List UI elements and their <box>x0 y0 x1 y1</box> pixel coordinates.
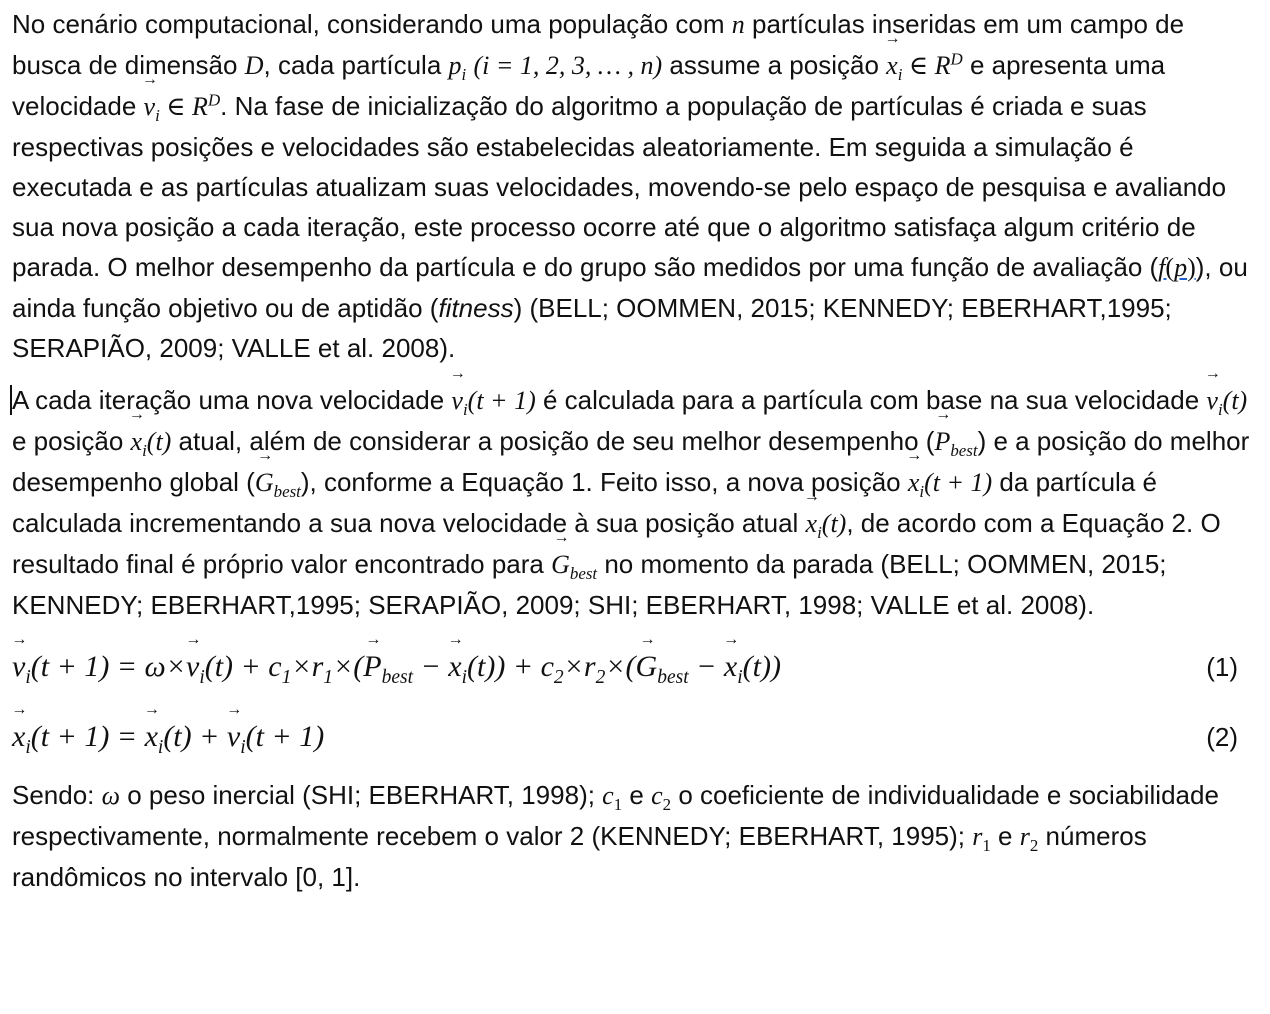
paragraph-velocity-update <box>12 380 1256 625</box>
math-c1: $c_1$ <box>602 781 623 815</box>
text-run: ), conforme a Equação 1. Feito isso, a nova posição <box>300 467 908 497</box>
math-position-in-RD: → $x_i$ ∈ $R^D$ <box>886 51 963 80</box>
text-run: A cada iteração uma nova velocidade <box>12 385 452 415</box>
text-run: atual, além de considerar a posição de seu melhor desempenho ( <box>171 426 935 456</box>
text-run: , de acordo com a Equação 2. O resultado final é próprio valor encontrado para <box>12 508 1221 579</box>
math-omega: ω <box>101 781 120 810</box>
text-run: o coeficiente de individualidade e sociabilidade respectivamente, normalmente recebem o valor 2 (KENNEDY; EBERHART, 1995); <box>12 780 1219 851</box>
math-index-range: (i = 1, 2, 3, … , n) <box>473 51 663 80</box>
paragraph-variable-definitions <box>12 775 1256 897</box>
text-run: o peso inercial (SHI; EBERHART, 1998); <box>120 780 603 810</box>
paragraph-spacer <box>12 765 1256 775</box>
text-run: . Na fase de inicialização do algoritmo a população de partículas é criada e suas respectivas posições e velocidades são estabelecidas aleatoriamente. Em seguida a simulação é executada e as partículas atualizam suas velocidades, movendo-se pelo espaço de pesquisa e avaliando sua nova posição a cada iteração, este processo ocorre até que o algoritmo satisfaça algum critério de parada. O melhor desempenho da partícula e do grupo são medidos por uma função de avaliação ( <box>12 91 1227 282</box>
equation-2-number: (2) <box>1206 722 1238 752</box>
math-particle-p-i: $p_i$ <box>448 51 467 85</box>
math-P-best: → $P_{best}$ <box>934 427 977 456</box>
math-velocity-in-RD: → $v_i$ ∈ $R^D$ <box>144 92 221 121</box>
paragraph-pso-intro <box>12 4 1256 368</box>
text-run: assume a posição <box>662 50 887 80</box>
math-r2: $r_2$ <box>1019 822 1039 856</box>
text-run: da partícula é calculada incrementando a sua nova velocidade à sua posição atual <box>12 467 1157 538</box>
text-run: Sendo: <box>12 780 102 810</box>
math-v-i-t: → $v_i(t)$ <box>1206 386 1247 415</box>
equation-2-row <box>12 709 1256 765</box>
fitness-term: fitness <box>438 293 514 323</box>
math-c2: $c_2$ <box>651 781 672 815</box>
text-run: , cada partícula <box>263 50 449 80</box>
text-run: é calculada para a partícula com base na sua velocidade <box>535 385 1207 415</box>
text-run: e <box>990 821 1020 851</box>
equation-1-number: (1) <box>1206 652 1238 682</box>
math-dimension-D: D <box>244 51 264 80</box>
math-n: n <box>731 10 745 39</box>
math-G-best: → $G_{best}$ <box>551 550 597 579</box>
equation-1-row <box>12 639 1256 695</box>
math-v-i-t-plus-1: → $v_i(t + 1)$ <box>451 386 535 415</box>
math-fitness-function-link[interactable]: f(p) <box>1158 253 1196 282</box>
math-x-i-t: → $x_i(t)$ <box>806 509 847 538</box>
text-run: e posição <box>12 426 131 456</box>
math-r1: $r_1$ <box>972 822 991 856</box>
math-x-i-t: → $x_i(t)$ <box>131 427 172 456</box>
text-run: ) e a posição do melhor desempenho global ( <box>12 426 1250 497</box>
text-run: No cenário computacional, considerando uma população com <box>12 9 732 39</box>
equation-1-formula: → $v_i(t + 1) = \omega\times\to v_i(t) + c_1\times r_1\times(\to P_{best}$ − → $x_i(t)) + c_2\times r_2\times(\to G_{best}$ − → $x_i(t)$) <box>12 647 781 687</box>
text-run: e <box>622 780 652 810</box>
text-run: partículas inseridas em um campo de busca de dimensão <box>12 9 1185 80</box>
math-x-i-t-plus-1: → $x_i(t + 1)$ <box>908 468 992 497</box>
equation-2-formula: → $x_i(t + 1)$ = → $x_i(t)$ + → $v_i(t + 1)$ <box>12 717 324 757</box>
text-run: ), ou ainda função objetivo ou de aptidão ( <box>12 252 1248 323</box>
text-run: e apresenta uma velocidade <box>12 50 1166 121</box>
text-run: no momento da parada (BELL; OOMMEN, 2015; KENNEDY; EBERHART,1995; SERAPIÃO, 2009; SHI; EBERHART, 1998; VALLE et al. 2008). <box>12 549 1167 620</box>
text-run: números randômicos no intervalo [0, 1]. <box>12 821 1147 892</box>
math-G-best: → $G_{best}$ <box>255 468 301 497</box>
text-run: ) (BELL; OOMMEN, 2015; KENNEDY; EBERHART,1995; SERAPIÃO, 2009; VALLE et al. 2008). <box>12 293 1172 363</box>
